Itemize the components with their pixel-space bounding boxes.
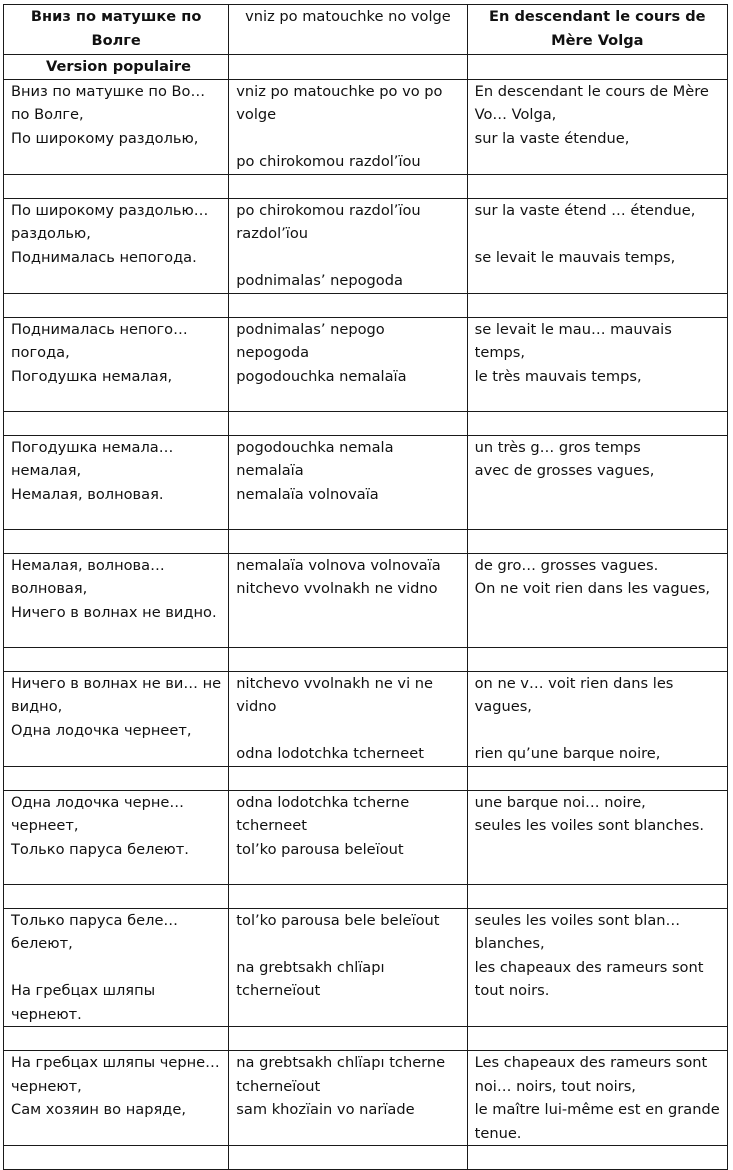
verse-row [4, 908, 728, 1027]
header-row [4, 5, 728, 55]
verse-line: nemalaïa volnovaïa [236, 485, 379, 503]
verse-line: rien qu’une barque noire, [474, 745, 661, 762]
empty-cell [467, 411, 727, 435]
verse-cell-translit [229, 553, 467, 647]
verse-line [475, 719, 720, 743]
empty-cell [229, 884, 467, 908]
verse-line: seules les voiles sont blanches. [474, 817, 705, 834]
verse-line: se levait le mau… mauvais temps, [474, 320, 677, 361]
spacer-row [4, 529, 728, 553]
verse-line: podnimalas’ nepogo [236, 320, 385, 338]
empty-cell [4, 1146, 229, 1170]
verse-cell-translit [229, 790, 467, 884]
verse-cell-russian [4, 435, 229, 529]
empty-cell [4, 411, 229, 435]
verse-cell-translit [229, 79, 467, 174]
empty-cell [229, 529, 467, 553]
verse-line: nitchevo vvolnakh ne vi ne vidno [236, 674, 438, 715]
verse-line: Немалая, волнова… волновая, [11, 556, 170, 597]
lyrics-table [3, 4, 728, 1170]
verse-line: sam khozïain vo narïade [236, 1101, 415, 1118]
verse-line: На гребцах шляпы черне… чернеют, [11, 1054, 225, 1095]
empty-cell [467, 1146, 727, 1170]
verse-line: Только паруса белеют. [11, 840, 189, 858]
header-russian: Вниз по матушке по Волге [4, 5, 229, 55]
verse-cell-russian [4, 790, 229, 884]
verse-line: le très mauvais temps, [474, 367, 642, 385]
verse-line: tol’ko parousa beleïout [236, 840, 404, 858]
verse-cell-translit [229, 908, 467, 1027]
verse-line: na grebtsakh chlïapı tcherne tcherneïout [236, 1054, 450, 1095]
empty-cell [4, 293, 229, 317]
verse-line: En descendant le cours de Mère Vo… Volga, [474, 82, 714, 123]
verse-line: По широкому раздолью… раздолью, [11, 201, 214, 242]
verse-line [236, 932, 459, 956]
empty-cell [229, 55, 467, 80]
verse-cell-translit [229, 317, 467, 411]
verse-line [475, 222, 720, 246]
verse-line: sur la vaste étend … étendue, [474, 201, 696, 219]
empty-cell [4, 529, 229, 553]
verse-line: Вниз по матушке по Во…по Волге, [11, 82, 206, 123]
verse-row [4, 317, 728, 411]
spacer-row [4, 1146, 728, 1170]
verse-line: on ne v… voit rien dans les vagues, [474, 674, 679, 715]
verse-cell-russian [4, 79, 229, 174]
empty-cell [229, 766, 467, 790]
verse-line: Погодушка немалая, [11, 367, 173, 385]
empty-cell [467, 884, 727, 908]
verse-cell-french [467, 1051, 727, 1146]
spacer-row [4, 293, 728, 317]
verse-line: vniz po matouchke po vo po volge [236, 82, 448, 123]
verse-line [236, 127, 459, 151]
verse-line: Ничего в волнах не ви… не видно, [11, 674, 226, 715]
verse-line: nemalaïa volnova volnovaïa [236, 556, 441, 574]
empty-cell [229, 647, 467, 671]
verse-cell-french [467, 317, 727, 411]
empty-cell [467, 766, 727, 790]
empty-cell [467, 174, 727, 198]
verse-line: On ne voit rien dans les vagues, [474, 580, 711, 597]
verse-line: na grebtsakh chlïapı tcherneïout [236, 958, 390, 999]
verse-cell-french [467, 553, 727, 647]
verse-line: un très g… gros temps [474, 438, 641, 456]
verse-cell-translit [229, 671, 467, 766]
verse-row [4, 198, 728, 293]
verse-line: Сам хозяин во наряде, [11, 1101, 186, 1118]
header-french: En descendant le cours de Mère Volga [467, 5, 727, 55]
verse-line: nemalaïa [236, 462, 304, 479]
verse-cell-french [467, 671, 727, 766]
verse-cell-translit [229, 198, 467, 293]
verse-row [4, 435, 728, 529]
verse-cell-russian [4, 1051, 229, 1146]
empty-cell [229, 1146, 467, 1170]
verse-row [4, 79, 728, 174]
verse-row [4, 790, 728, 884]
verse-cell-russian [4, 553, 229, 647]
spacer-row [4, 1027, 728, 1051]
empty-cell [4, 884, 229, 908]
verse-line: odna lodotchka tcherneet [236, 745, 424, 762]
verse-line: podnimalas’ nepogoda [236, 272, 403, 289]
verse-cell-french [467, 198, 727, 293]
verse-line: На гребцах шляпы чернеют. [11, 982, 160, 1023]
section-row [4, 55, 728, 80]
verse-line: pogodouchka nemalaïa [236, 367, 407, 385]
spacer-row [4, 766, 728, 790]
verse-line: nitchevo vvolnakh ne vidno [236, 580, 438, 597]
verse-line: Погодушка немала… немалая, [11, 438, 178, 479]
verse-line: Поднималась непого… погода, [11, 320, 193, 361]
verse-line: une barque noi… noire, [474, 793, 646, 811]
verse-cell-translit [229, 435, 467, 529]
verse-cell-russian [4, 908, 229, 1027]
verse-cell-russian [4, 671, 229, 766]
verse-row [4, 671, 728, 766]
empty-cell [467, 293, 727, 317]
verse-line [236, 246, 459, 270]
verse-line: Ничего в волнах не видно. [11, 603, 217, 621]
verse-line: po chirokomou razdol’ïou razdol’ïou [236, 201, 426, 242]
verse-cell-french [467, 908, 727, 1027]
verse-line [236, 719, 459, 743]
verse-line: Les chapeaux des rameurs sont noi… noirs, tout noirs, [474, 1054, 712, 1095]
empty-cell [4, 766, 229, 790]
empty-cell [4, 647, 229, 671]
verse-line: nepogoda [236, 344, 310, 361]
verse-line: Немалая, волновая. [11, 485, 164, 503]
empty-cell [467, 55, 727, 80]
verse-cell-french [467, 790, 727, 884]
empty-cell [467, 647, 727, 671]
verse-line: Одна лодочка черне…чернеет, [11, 793, 184, 834]
verse-row [4, 553, 728, 647]
verse-line: pogodouchka nemala [236, 438, 394, 456]
verse-line: les chapeaux des rameurs sont tout noirs. [474, 958, 709, 999]
empty-cell [229, 174, 467, 198]
verse-line: Одна лодочка чернеет, [11, 721, 192, 739]
spacer-row [4, 411, 728, 435]
verse-line [11, 956, 221, 980]
verse-cell-translit [229, 1051, 467, 1146]
empty-cell [229, 293, 467, 317]
verse-cell-french [467, 79, 727, 174]
verse-line: de gro… grosses vagues. [474, 556, 659, 574]
verse-cell-french [467, 435, 727, 529]
spacer-row [4, 174, 728, 198]
section-label: Version populaire [4, 55, 229, 80]
empty-cell [467, 529, 727, 553]
empty-cell [4, 1027, 229, 1051]
header-translit: vniz po matouchke no volge [229, 5, 467, 55]
verse-cell-russian [4, 198, 229, 293]
spacer-row [4, 884, 728, 908]
verse-line: le maître lui-même est en grande tenue. [474, 1101, 725, 1142]
empty-cell [229, 411, 467, 435]
verse-line: По широкому раздолью, [11, 129, 199, 147]
empty-cell [467, 1027, 727, 1051]
empty-cell [4, 174, 229, 198]
verse-cell-russian [4, 317, 229, 411]
verse-row [4, 1051, 728, 1146]
verse-line: odna lodotchka tcherne tcherneet [236, 793, 414, 834]
verse-line: sur la vaste étendue, [474, 129, 630, 147]
verse-line: se levait le mauvais temps, [474, 248, 676, 266]
verse-line: Только паруса беле… белеют, [11, 911, 183, 952]
spacer-row [4, 647, 728, 671]
verse-line: tol’ko parousa bele beleïout [236, 911, 440, 929]
verse-line: avec de grosses vagues, [474, 462, 655, 479]
empty-cell [229, 1027, 467, 1051]
verse-line: Поднималась непогода. [11, 248, 197, 266]
verse-line: seules les voiles sont blan… blanches, [474, 911, 685, 952]
verse-line: po chirokomou razdol’ïou [236, 153, 421, 170]
